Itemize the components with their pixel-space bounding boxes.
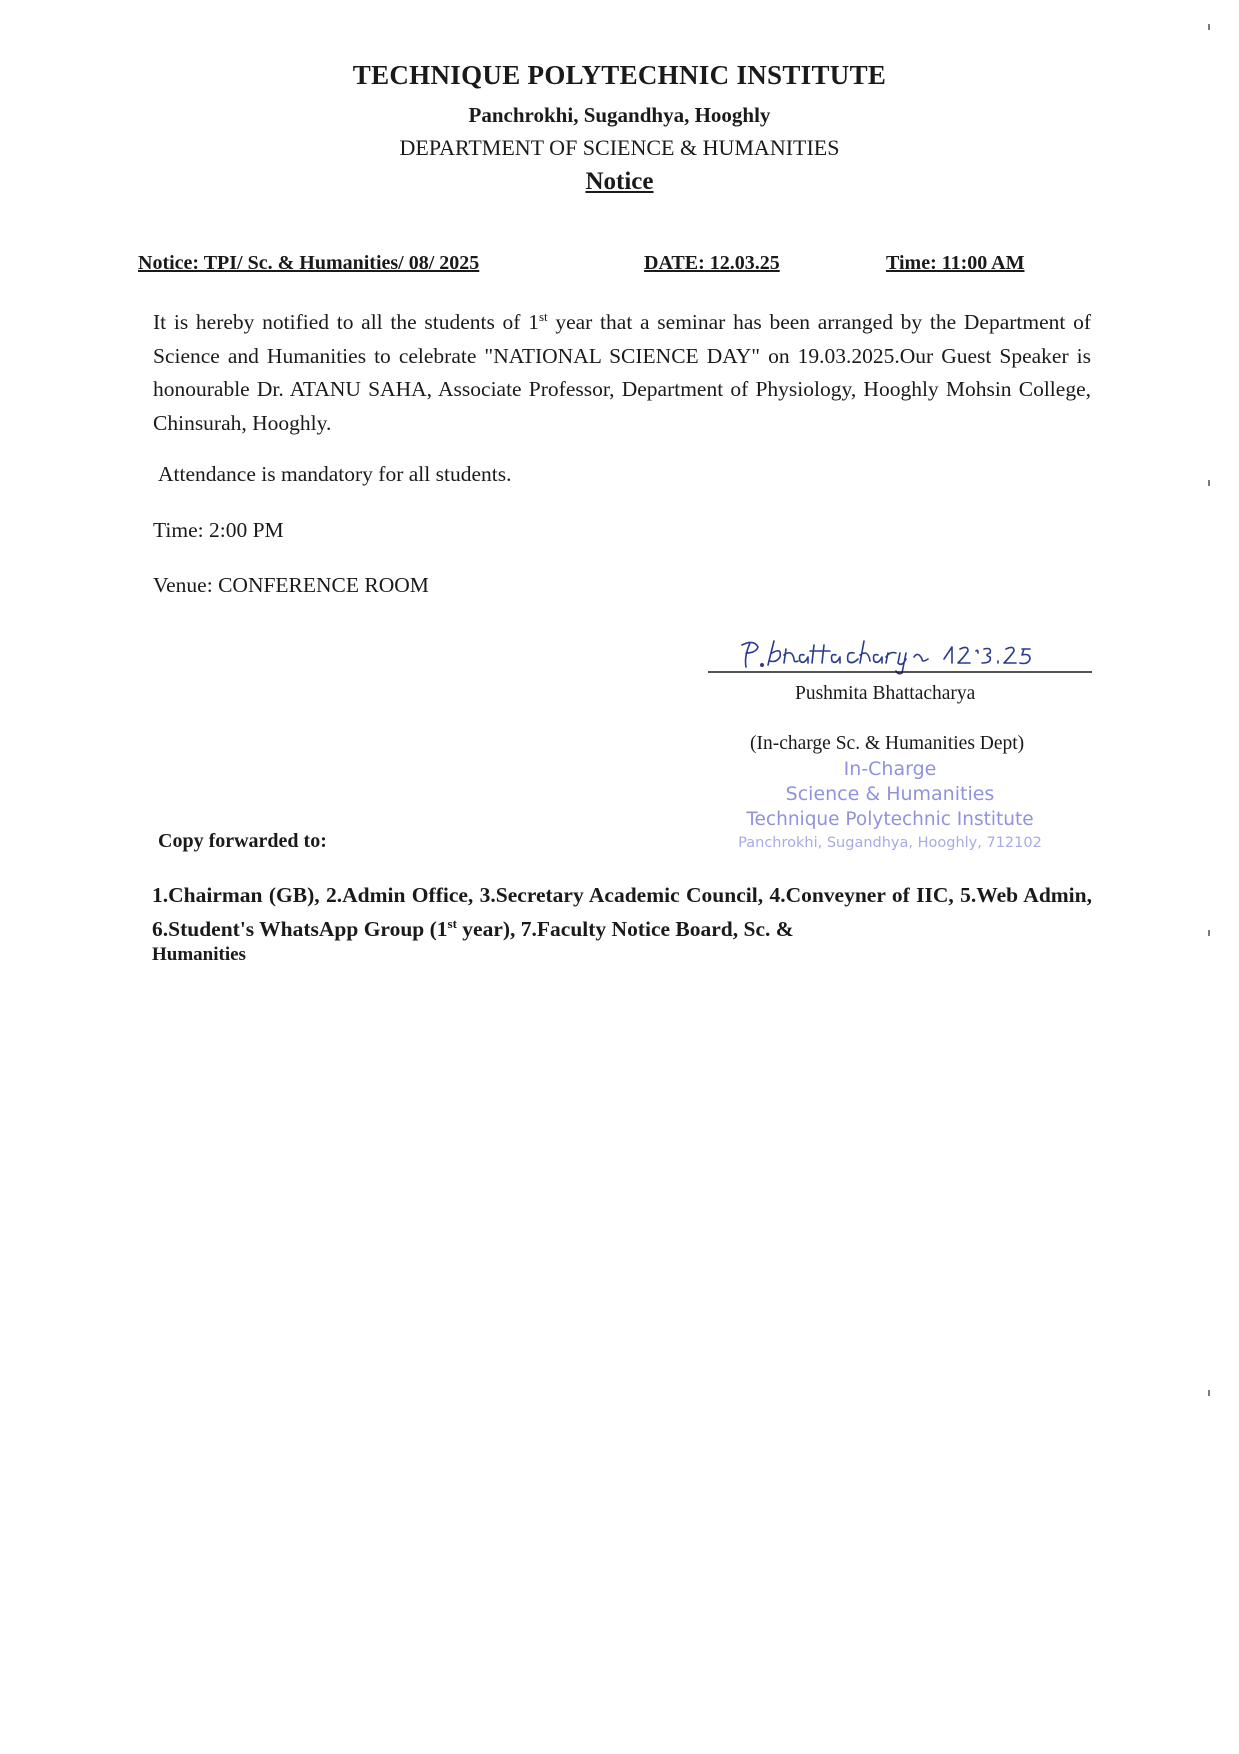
notice-heading: Notice [585,168,654,195]
stamp-line-4: Panchrokhi, Sugandhya, Hooghly, 712102 [738,835,1042,851]
scan-speck [1208,480,1210,486]
stamp-line-3: Technique Polytechnic Institute [746,809,1034,830]
notice-number: Notice: TPI/ Sc. & Humanities/ 08/ 2025 [138,252,480,274]
scan-speck [1208,930,1210,936]
body-text-part2: year that a seminar has been arranged by the Department of Science and Humanities to celebrate "NATIONAL SCIENCE DAY" on 19.03.2025.Our Guest Speaker is honourable Dr. ATANU SAHA, Associate Professor, Department of Physiology, Hooghly Mohsin College, Chinsurah, Hooghly. [153,310,1091,435]
distribution-ordinal-suffix: st [447,915,457,931]
attendance-note: Attendance is mandatory for all students. [158,462,512,486]
body-text-part1: It is hereby notified to all the students of 1 [153,310,539,334]
body-ordinal-suffix: st [538,308,548,324]
distribution-text-part2: year), 7.Faculty Notice Board, Sc. & [456,916,794,941]
department-name: DEPARTMENT OF SCIENCE & HUMANITIES [399,135,840,160]
notice-body-paragraph [153,306,1091,440]
distribution-text-last: Humanities [152,944,246,965]
notice-date: DATE: 12.03.25 [644,252,780,274]
notice-time: Time: 11:00 AM [886,252,1025,274]
stamp-line-2: Science & Humanities [785,783,995,805]
scan-speck [1208,1390,1210,1396]
stamp-line-1: In-Charge [843,758,937,780]
copy-forwarded-label: Copy forwarded to: [158,830,327,852]
distribution-text-part1: 1.Chairman (GB), 2.Admin Office, 3.Secretary Academic Council, 4.Conveyner of IIC, 5.Web Admin, 6.Student's WhatsApp Group (1 [152,883,1092,941]
signer-designation: (In-charge Sc. & Humanities Dept) [750,733,1025,754]
handwritten-signature [708,635,1092,675]
signer-name: Pushmita Bhattacharya [795,683,976,704]
institute-address: Panchrokhi, Sugandhya, Hooghly [468,103,771,127]
department-stamp [680,758,1100,858]
copy-distribution-list [152,879,1092,946]
institute-name: TECHNIQUE POLYTECHNIC INSTITUTE [352,60,887,90]
seminar-time: Time: 2:00 PM [153,518,284,542]
seminar-venue: Venue: CONFERENCE ROOM [153,573,429,597]
scan-speck [1208,24,1210,30]
